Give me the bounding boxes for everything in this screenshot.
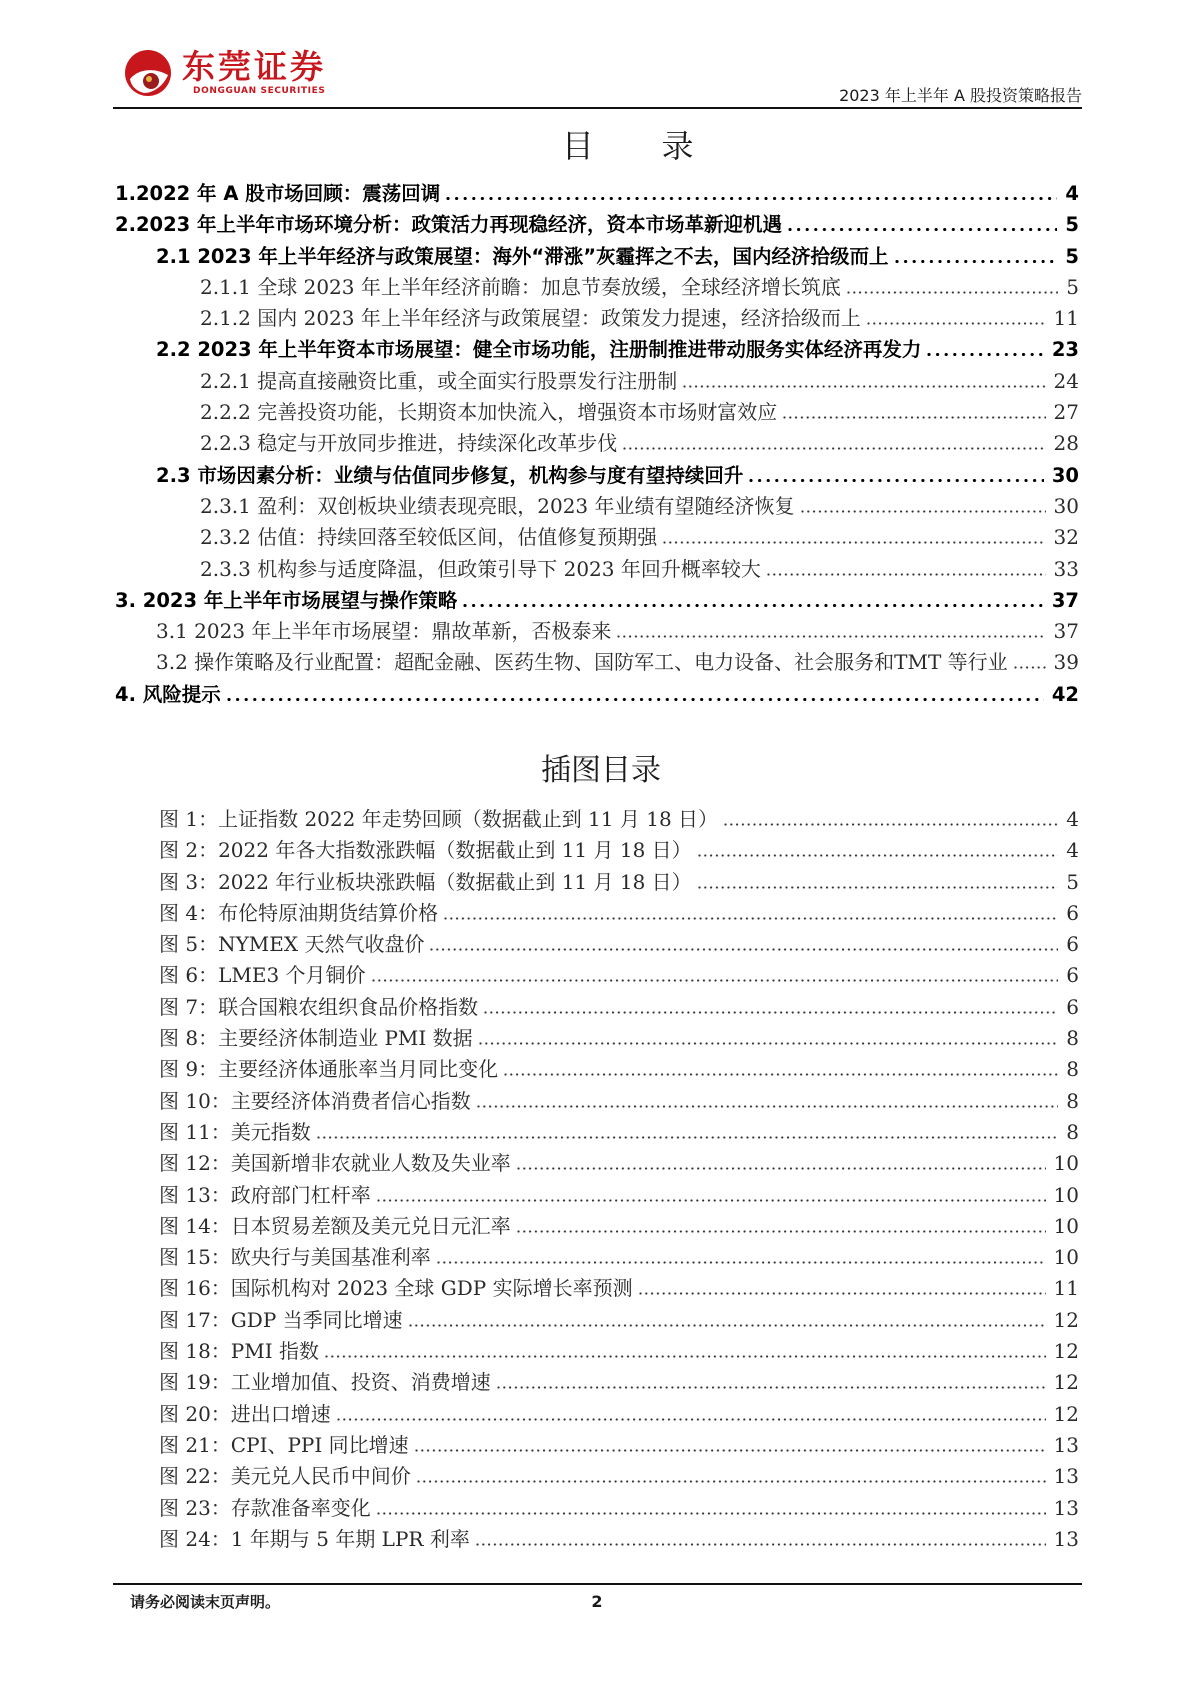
toc-entry[interactable] (0, 679, 1079, 710)
toc-entry-page: 30 (1051, 463, 1079, 487)
figure-entry-page: 12 (1053, 1307, 1079, 1332)
dot-leader (430, 948, 1058, 951)
figure-entry-page: 12 (1053, 1339, 1079, 1364)
figure-entry[interactable] (0, 1211, 1079, 1242)
toc-entry-label: 2.2.3 稳定与开放同步推进，持续深化改革步伐 (200, 431, 618, 456)
figure-entry-page: 13 (1053, 1526, 1079, 1551)
toc-entry-label: 2.1.2 国内 2023 年上半年经济与政策展望：政策发力提速，经济拾级而上 (200, 306, 861, 331)
toc-entry-page: 30 (1053, 493, 1079, 518)
figure-entry-page: 8 (1066, 1026, 1079, 1051)
figure-entry-page: 5 (1066, 869, 1079, 894)
dot-leader (724, 823, 1058, 826)
toc-entry-label: 1.2022 年 A 股市场回顾：震荡回调 (115, 182, 441, 205)
dot-leader (698, 886, 1059, 889)
logo-wordmark-cn: 东莞证券 (182, 47, 326, 86)
toc-entry[interactable] (0, 209, 1079, 240)
figure-entry-label: 图 17：GDP 当季同比增速 (159, 1307, 403, 1332)
toc-entry-page: 5 (1065, 244, 1079, 268)
figure-entry-page: 13 (1053, 1495, 1079, 1520)
figure-entry-label: 图 20：进出口增速 (159, 1401, 331, 1426)
figure-entry-label: 图 21：CPI、PPI 同比增速 (159, 1432, 409, 1457)
figure-entry-page: 6 (1066, 963, 1079, 988)
figure-entry-label: 图 2：2022 年各大指数涨跌幅（数据截止到 11 月 18 日） (159, 838, 692, 863)
dot-leader (623, 447, 1045, 450)
dot-leader (497, 1386, 1046, 1389)
toc-entry-label: 2.1.1 全球 2023 年上半年经济前瞻：加息节奏放缓，全球经济增长筑底 (200, 274, 841, 299)
toc-entry-page: 24 (1053, 368, 1079, 393)
figure-entry[interactable] (0, 867, 1079, 898)
figure-entry-page: 8 (1066, 1088, 1079, 1113)
dot-leader (517, 1167, 1046, 1170)
figure-entry-page: 12 (1053, 1401, 1079, 1426)
dot-leader (927, 353, 1043, 356)
figure-entry-label: 图 19：工业增加值、投资、消费增速 (159, 1370, 491, 1395)
toc-entry-page: 5 (1065, 213, 1079, 237)
dot-leader (783, 416, 1045, 419)
toc-entry-label: 2.3.2 估值：持续回落至较低区间，估值修复预期强 (200, 525, 658, 550)
dot-leader (867, 322, 1046, 325)
figure-entry-label: 图 12：美国新增非农就业人数及失业率 (159, 1151, 511, 1176)
toc-entry[interactable] (0, 366, 1079, 397)
toc-entry-page: 4 (1065, 182, 1079, 205)
figure-entry-label: 图 7：联合国粮农组织食品价格指数 (159, 994, 479, 1019)
dot-leader (663, 541, 1045, 544)
figure-entry[interactable] (0, 1399, 1079, 1430)
logo-wordmark-en: DONGGUAN SECURITIES (193, 86, 326, 96)
report-title: 2023 年上半年 A 股投资策略报告 (839, 86, 1082, 105)
dot-leader (639, 1292, 1046, 1295)
toc-entry[interactable] (0, 397, 1079, 428)
figure-entry-label: 图 1：上证指数 2022 年走势回顾（数据截止到 11 月 18 日） (159, 807, 719, 831)
figure-entry[interactable] (0, 960, 1079, 991)
toc-entry-label: 3.2 操作策略及行业配置：超配金融、医药生物、国防军工、电力设备、社会服务和TMT 等行业 (156, 650, 1008, 675)
figure-entry-label: 图 6：LME3 个月铜价 (159, 963, 366, 988)
figure-entry-label: 图 18：PMI 指数 (159, 1339, 319, 1364)
toc-entry-page: 27 (1053, 400, 1079, 425)
toc-entry[interactable] (0, 334, 1079, 365)
figure-entry-label: 图 13：政府部门杠杆率 (159, 1182, 371, 1207)
figure-entry-page: 6 (1066, 994, 1079, 1019)
toc-entry-label: 2.3.1 盈利：双创板块业绩表现亮眼，2023 年业绩有望随经济恢复 (200, 493, 795, 518)
dot-leader (437, 1261, 1046, 1264)
toc-entry[interactable] (0, 616, 1079, 647)
figure-entry[interactable] (0, 1493, 1079, 1524)
dot-leader (683, 385, 1045, 388)
figure-entry[interactable] (0, 1023, 1079, 1054)
figure-entry[interactable] (0, 1242, 1079, 1273)
toc-entry-page: 5 (1066, 274, 1079, 299)
figure-entry-page: 4 (1066, 807, 1079, 831)
toc-entry[interactable] (0, 241, 1079, 272)
figure-entry-page: 8 (1066, 1057, 1079, 1082)
figure-entry-label: 图 14：日本贸易差额及美元兑日元汇率 (159, 1213, 511, 1238)
figures-heading: 插图目录 (541, 753, 661, 788)
dot-leader (767, 573, 1046, 576)
footer-divider (113, 1583, 1082, 1585)
figure-entry-label: 图 9：主要经济体通胀率当月同比变化 (159, 1057, 499, 1082)
toc-entry-label: 2.1 2023 年上半年经济与政策展望：海外“滞涨”灰霾挥之不去，国内经济拾级而上 (156, 244, 889, 268)
toc-entry[interactable] (0, 303, 1079, 334)
dot-leader (476, 1543, 1046, 1546)
dot-leader (517, 1230, 1046, 1233)
figure-entry[interactable] (0, 1086, 1079, 1117)
toc-entry-label: 3.1 2023 年上半年市场展望：鼎故革新，否极泰来 (156, 619, 612, 644)
dot-leader (484, 1011, 1058, 1014)
toc-entry[interactable] (0, 647, 1079, 678)
figure-entry-page: 13 (1053, 1464, 1079, 1489)
figures-list (0, 804, 1079, 1555)
dot-leader (698, 854, 1059, 857)
figure-entry[interactable] (0, 992, 1079, 1023)
figure-entry[interactable] (0, 1054, 1079, 1085)
header-divider (113, 107, 1082, 109)
figure-entry[interactable] (0, 804, 1079, 835)
figure-entry-label: 图 24：1 年期与 5 年期 LPR 利率 (159, 1526, 470, 1551)
figure-entry[interactable] (0, 1117, 1079, 1148)
figure-entry-page: 4 (1066, 838, 1079, 863)
toc-entry-label: 2.2.2 完善投资功能，长期资本加快流入，增强资本市场财富效应 (200, 400, 778, 425)
toc-entry[interactable] (0, 491, 1079, 522)
figure-entry-label: 图 4：布伦特原油期货结算价格 (159, 900, 439, 925)
figure-entry[interactable] (0, 835, 1079, 866)
toc-entry[interactable] (0, 522, 1079, 553)
figure-entry-page: 10 (1053, 1182, 1079, 1207)
dot-leader (409, 1324, 1046, 1327)
toc-entry-page: 37 (1053, 619, 1079, 644)
figure-entry-label: 图 5：NYMEX 天然气收盘价 (159, 932, 425, 957)
toc-entry-label: 2.3 市场因素分析：业绩与估值同步修复，机构参与度有望持续回升 (156, 463, 744, 487)
dot-leader (847, 291, 1058, 294)
dot-leader (504, 1073, 1058, 1076)
toc-entry[interactable] (0, 272, 1079, 303)
figure-entry[interactable] (0, 929, 1079, 960)
dot-leader (372, 979, 1059, 982)
figure-entry-label: 图 23：存款准备率变化 (159, 1495, 371, 1520)
figure-entry-page: 6 (1066, 900, 1079, 925)
dot-leader (788, 228, 1057, 231)
figure-entry-page: 13 (1053, 1432, 1079, 1457)
dot-leader (317, 1136, 1058, 1139)
figure-entry-label: 图 11：美元指数 (159, 1119, 311, 1144)
toc-entry[interactable] (0, 178, 1079, 209)
dot-leader (477, 1105, 1058, 1108)
dot-leader (479, 1042, 1059, 1045)
figure-entry[interactable] (0, 1336, 1079, 1367)
toc-entry-label: 2.2.1 提高直接融资比重，或全面实行股票发行注册制 (200, 368, 678, 393)
dot-leader (1014, 666, 1046, 669)
toc-entry-page: 37 (1051, 588, 1079, 612)
figure-entry-label: 图 22：美元兑人民币中间价 (159, 1464, 411, 1489)
dot-leader (417, 1480, 1046, 1483)
dot-leader (377, 1512, 1046, 1515)
page-number: 2 (591, 1592, 603, 1611)
figure-entry[interactable] (0, 1305, 1079, 1336)
toc-entry-page: 11 (1053, 306, 1079, 331)
dot-leader (617, 635, 1045, 638)
toc-entry-page: 39 (1053, 650, 1079, 675)
toc-entry-page: 42 (1051, 682, 1079, 706)
figure-entry-page: 10 (1053, 1245, 1079, 1270)
figure-entry[interactable] (0, 1461, 1079, 1492)
figure-entry[interactable] (0, 1430, 1079, 1461)
dot-leader (377, 1199, 1046, 1202)
figure-entry-page: 12 (1053, 1370, 1079, 1395)
figure-entry-page: 10 (1053, 1213, 1079, 1238)
toc-entry[interactable] (0, 428, 1079, 459)
toc-heading: 目 录 (561, 127, 723, 165)
figure-entry-label: 图 16：国际机构对 2023 全球 GDP 实际增长率预测 (159, 1276, 633, 1301)
toc-entry[interactable] (0, 554, 1079, 585)
figure-entry[interactable] (0, 898, 1079, 929)
company-logo-icon (124, 49, 172, 97)
toc-entry[interactable] (0, 585, 1079, 616)
figure-entry[interactable] (0, 1524, 1079, 1555)
figure-entry[interactable] (0, 1367, 1079, 1398)
toc-entry-page: 23 (1051, 338, 1079, 362)
figure-entry-page: 6 (1066, 932, 1079, 957)
dot-leader (801, 510, 1046, 513)
figure-entry[interactable] (0, 1180, 1079, 1211)
toc-entry-label: 2.3.3 机构参与适度降温，但政策引导下 2023 年回升概率较大 (200, 556, 761, 581)
figure-entry-label: 图 15：欧央行与美国基准利率 (159, 1245, 431, 1270)
footer-disclaimer: 请务必阅读末页声明。 (130, 1593, 281, 1611)
dot-leader (337, 1418, 1046, 1421)
figure-entry-label: 图 3：2022 年行业板块涨跌幅（数据截止到 11 月 18 日） (159, 869, 692, 894)
figure-entry[interactable] (0, 1273, 1079, 1304)
toc-entry[interactable] (0, 460, 1079, 491)
figure-entry-page: 8 (1066, 1119, 1079, 1144)
figure-entry-label: 图 10：主要经济体消费者信心指数 (159, 1088, 471, 1113)
toc-entry-page: 28 (1053, 431, 1079, 456)
dot-leader (446, 197, 1057, 200)
dot-leader (444, 917, 1058, 920)
dot-leader (227, 698, 1044, 701)
toc-entry-page: 32 (1053, 525, 1079, 550)
toc-list (0, 178, 1079, 710)
figure-entry-page: 10 (1053, 1151, 1079, 1176)
figure-entry[interactable] (0, 1148, 1079, 1179)
figure-entry-page: 11 (1053, 1276, 1079, 1301)
toc-entry-label: 4. 风险提示 (115, 682, 221, 706)
toc-entry-label: 2.2023 年上半年市场环境分析：政策活力再现稳经济，资本市场革新迎机遇 (115, 213, 783, 237)
figure-entry-label: 图 8：主要经济体制造业 PMI 数据 (159, 1026, 473, 1051)
dot-leader (895, 260, 1058, 263)
toc-entry-label: 3. 2023 年上半年市场展望与操作策略 (115, 588, 458, 612)
toc-entry-page: 33 (1053, 556, 1079, 581)
toc-entry-label: 2.2 2023 年上半年资本市场展望：健全市场功能，注册制推进带动服务实体经济再发力 (156, 338, 922, 362)
dot-leader (325, 1355, 1046, 1358)
dot-leader (749, 479, 1044, 482)
dot-leader (415, 1449, 1046, 1452)
dot-leader (463, 604, 1044, 607)
